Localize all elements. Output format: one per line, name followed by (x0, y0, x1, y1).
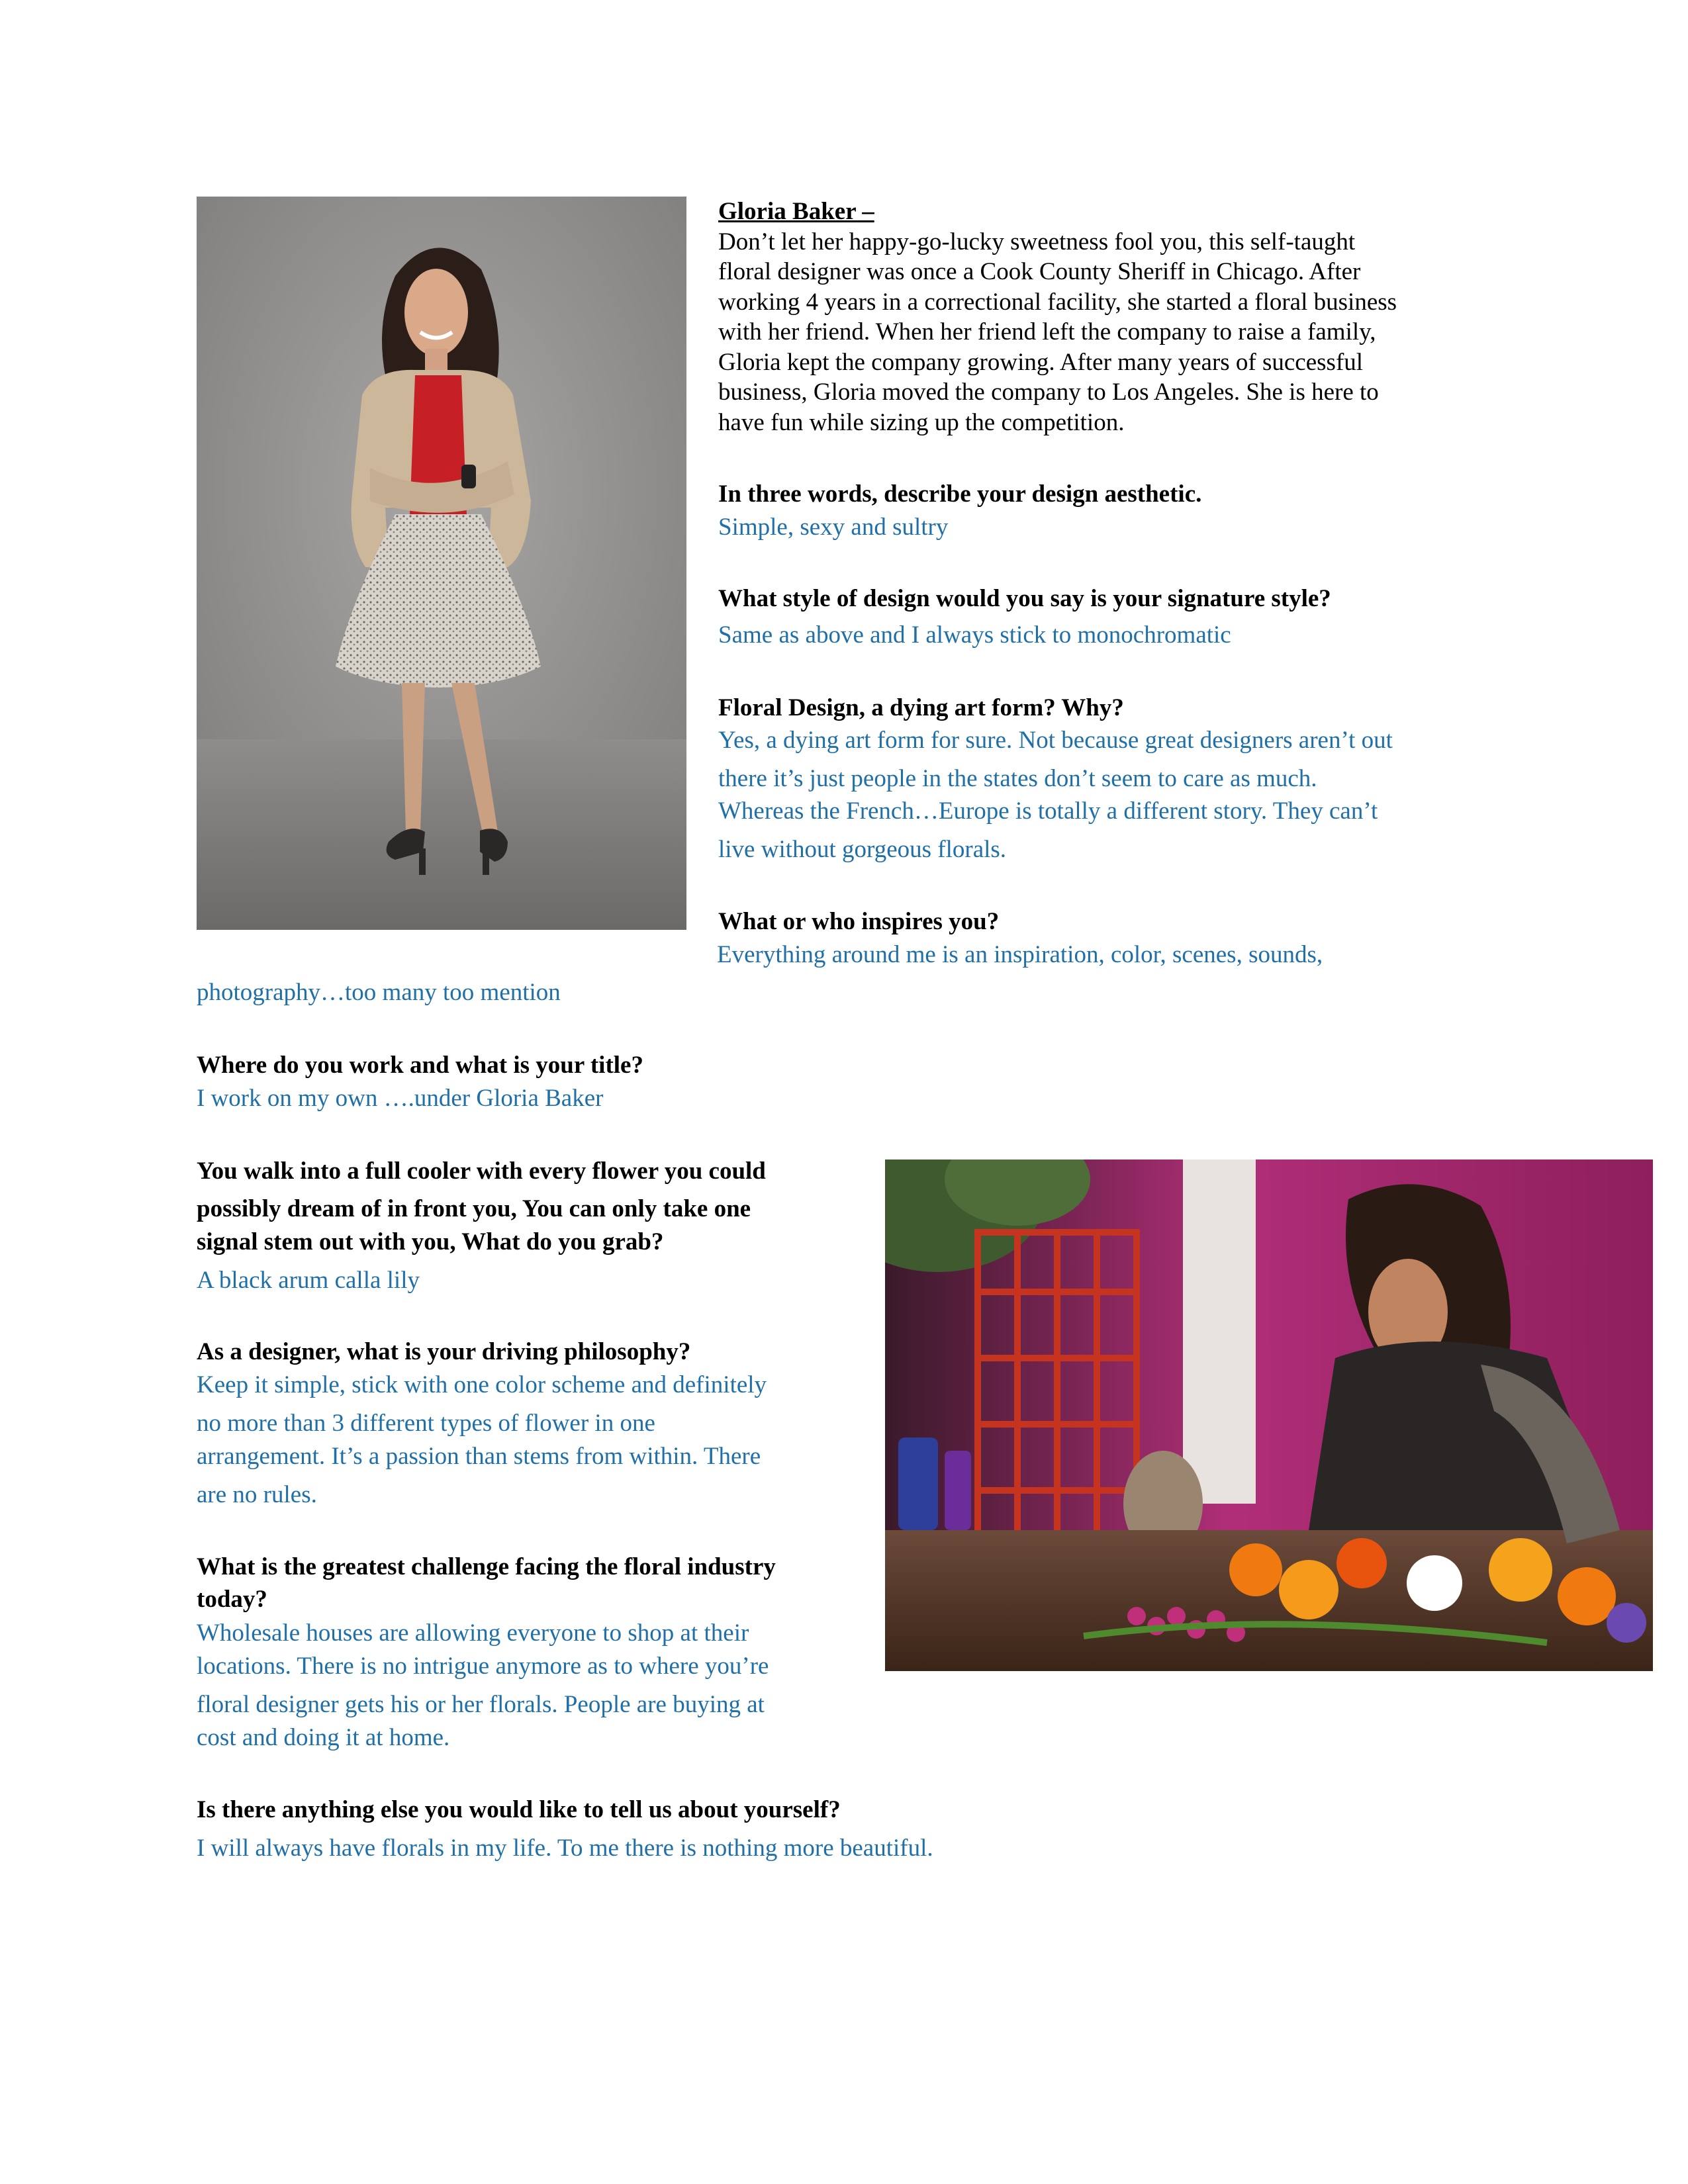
answer-driving-philosophy-line: no more than 3 different types of flower in one (197, 1410, 655, 1437)
answer-dying-art-form-line: there it’s just people in the states don’t seem to care as much. (718, 765, 1317, 792)
bio-section (718, 197, 1499, 437)
answer-dying-art-form-line: Whereas the French…Europe is totally a different story. They can’t (718, 797, 1378, 825)
bio-line: Gloria kept the company growing. After many years of successful (718, 348, 1364, 376)
question-driving-philosophy: As a designer, what is your driving philosophy? (197, 1338, 691, 1365)
answer-greatest-challenge-line: floral designer gets his or her florals. People are buying at (197, 1691, 765, 1718)
portrait-photo-image (197, 197, 686, 930)
question-dying-art-form: Floral Design, a dying art form? Why? (718, 694, 1124, 721)
answer-dying-art-form-line: Yes, a dying art form for sure. Not because great designers aren’t out (718, 727, 1393, 754)
answer-one-stem: A black arum calla lily (197, 1267, 420, 1294)
bio-line: have fun while sizing up the competition. (718, 408, 1125, 436)
question-one-stem-line: signal stem out with you, What do you grab? (197, 1228, 664, 1255)
answer-work-title: I work on my own ….under Gloria Baker (197, 1085, 604, 1112)
bio-line: working 4 years in a correctional facility, she started a floral business (718, 288, 1397, 316)
answer-design-aesthetic: Simple, sexy and sultry (718, 514, 949, 541)
answer-driving-philosophy-line: arrangement. It’s a passion than stems from within. There (197, 1443, 761, 1470)
answer-dying-art-form-line: live without gorgeous florals. (718, 836, 1007, 863)
question-greatest-challenge-line: today? (197, 1586, 267, 1613)
question-signature-style: What style of design would you say is your signature style? (718, 585, 1331, 612)
answer-greatest-challenge-line: Wholesale houses are allowing everyone to shop at their (197, 1619, 749, 1647)
bio-line: floral designer was once a Cook County Sheriff in Chicago. After (718, 258, 1361, 285)
bio-line: business, Gloria moved the company to Los Angeles. She is here to (718, 379, 1379, 406)
bio-line: Don’t let her happy-go-lucky sweetness fool you, this self-taught (718, 228, 1356, 255)
answer-driving-philosophy-line: Keep it simple, stick with one color scheme and definitely (197, 1371, 767, 1398)
question-work-title: Where do you work and what is your title? (197, 1052, 643, 1079)
question-one-stem-line: possibly dream of in front you, You can only take one (197, 1195, 751, 1222)
question-one-stem-line: You walk into a full cooler with every flower you could (197, 1158, 766, 1185)
answer-anything-else: I will always have florals in my life. To me there is nothing more beautiful. (197, 1835, 933, 1862)
question-design-aesthetic: In three words, describe your design aesthetic. (718, 480, 1202, 508)
answer-driving-philosophy-line: are no rules. (197, 1481, 317, 1508)
portrait-photo (197, 197, 686, 930)
answer-signature-style: Same as above and I always stick to monochromatic (718, 621, 1231, 649)
profile-name: Gloria Baker – (718, 198, 874, 225)
answer-greatest-challenge-line: cost and doing it at home. (197, 1724, 450, 1751)
answer-inspires-you-line: Everything around me is an inspiration, color, scenes, sounds, (717, 941, 1323, 968)
question-anything-else: Is there anything else you would like to tell us about yourself? (197, 1796, 841, 1823)
answer-greatest-challenge-line: locations. There is no intrigue anymore as to where you’re (197, 1653, 769, 1680)
question-inspires-you: What or who inspires you? (718, 908, 1000, 935)
answer-inspires-you-line: photography…too many too mention (197, 979, 561, 1006)
studio-photo-image (885, 1160, 1653, 1671)
studio-photo (885, 1160, 1653, 1671)
question-greatest-challenge-line: What is the greatest challenge facing the floral industry (197, 1553, 776, 1580)
bio-line: with her friend. When her friend left the company to raise a family, (718, 318, 1376, 345)
